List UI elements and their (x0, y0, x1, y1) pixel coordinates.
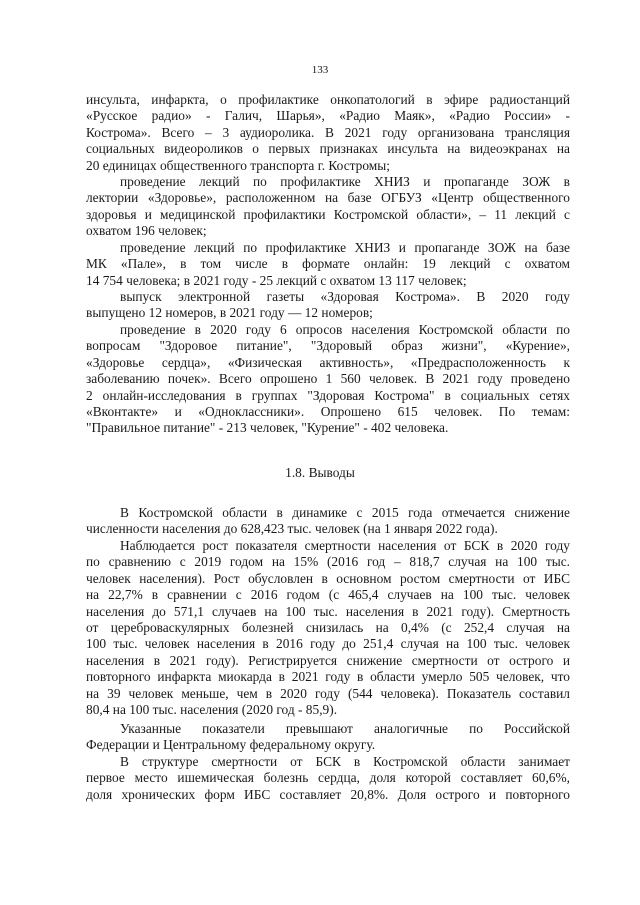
text-line: на 39 человек меньше, чем в 2020 году (544 человека). Показатель составил (86, 685, 570, 701)
paragraph-lectures-zdorovye (86, 174, 570, 240)
text-line: лектории «Здоровье», расположенном на базе ОГБУЗ «Центр общественного (86, 190, 570, 206)
text-line: охватом 196 человек; (86, 223, 207, 239)
text-line: проведение в 2020 году 6 опросов населения Костромской области по (120, 322, 570, 337)
section-heading: 1.8. Выводы (285, 465, 355, 480)
text-line: "Правильное питание" - 213 человек, "Курение" - 402 человека. (86, 420, 449, 436)
text-line: «Здоровье сердца», «Физическая активность», «Предрасположенность к (86, 354, 570, 370)
text-line: проведение лекций по профилактике ХНИЗ и пропаганде ЗОЖ в (120, 174, 570, 189)
text-line: здоровья и медицинской профилактики Костромской области», – 11 лекций с (86, 206, 570, 222)
text-line: социальных видеороликов о первых признаках инсульта на видеоэкранах на (86, 141, 570, 157)
text-line: на 22,7% в сравнении с 2016 годом (с 465,4 случаев на 100 тыс. человек (86, 587, 570, 603)
text-line: заболеванию почек». Всего опрошено 1 560 человек. В 2021 году проведено (86, 371, 570, 387)
text-line: 80,4 на 100 тыс. населения (2020 год - 85,9). (86, 702, 338, 718)
text-line: населения в 2021 году). Регистрируется снижение смертности от острого и (86, 652, 570, 668)
text-line: от цереброваскулярных болезней снизилась на 0,4% (с 252,4 случая на (86, 620, 570, 636)
text-line: проведение лекций по профилактике ХНИЗ и пропаганде ЗОЖ на базе (120, 240, 570, 255)
text-line: В структуре смертности от БСК в Костромской области занимает (120, 754, 570, 769)
text-line: первое место ишемическая болезнь сердца, доля которой составляет 60,6%, (86, 770, 570, 786)
text-line: 14 754 человека; в 2021 году - 25 лекций с охватом 13 117 человек; (86, 272, 467, 288)
text-line: человек населения). Рост обусловлен в основном ростом смертности от ИБС (86, 570, 570, 586)
text-line: «Русское радио» - Галич, Шарья», «Радио Маяк», «Радио России» - (86, 108, 570, 124)
text-line: Кострома». Всего – 3 аудиоролика. В 2021 году организована трансляция (86, 124, 570, 140)
paragraph-comparison (86, 721, 570, 754)
paragraph-population (86, 505, 570, 538)
text-line: «Вконтакте» и «Одноклассники». Опрошено 615 человек. По темам: (86, 404, 570, 420)
paragraph-structure (86, 754, 570, 803)
text-line: выпуск электронной газеты «Здоровая Кострома». В 2020 году (120, 289, 570, 304)
text-line: 20 единицах общественного транспорта г. Костромы; (86, 157, 390, 173)
page-number: 133 (311, 64, 329, 76)
paragraph-lectures-pale (86, 240, 570, 289)
text-line: Наблюдается рост показателя смертности населения от БСК в 2020 году (120, 538, 570, 553)
text-line: В Костромской области в динамике с 2015 года отмечается снижение (120, 505, 570, 520)
text-line: инсульта, инфаркта, о профилактике онкопатологий в эфире радиостанций (86, 92, 570, 107)
text-line: Указанные показатели превышают аналогичные по Российской (120, 721, 570, 736)
text-line: населения до 571,1 случаев на 100 тыс. населения в 2021 году). Смертность (86, 603, 570, 619)
paragraph-surveys (86, 322, 570, 437)
paragraph-mortality (86, 538, 570, 718)
text-line: Федерации и Центральному федеральному округу. (86, 737, 376, 753)
text-line: 2 онлайн-исследования в группах "Здоровая Кострома" в социальных сетях (86, 387, 570, 403)
text-line: доля хронических форм ИБС составляет 20,8%. Доля острого и повторного (86, 786, 570, 802)
text-line: численности населения до 628,423 тыс. человек (на 1 января 2022 года). (86, 521, 498, 537)
text-line: МК «Пале», в том числе в формате онлайн: 19 лекций с охватом (86, 256, 570, 272)
paragraph-newspaper (86, 289, 570, 322)
text-line: выпущено 12 номеров, в 2021 году — 12 номеров; (86, 305, 373, 321)
text-line: повторного инфаркта миокарда в 2021 году в области умерло 505 человек, что (86, 669, 570, 685)
text-line: вопросам "Здоровое питание", "Здоровый образ жизни", «Курение», (86, 338, 570, 354)
paragraph-radio-campaign (86, 92, 570, 174)
text-line: по сравнению с 2019 годом на 15% (2016 год – 818,7 случая на 100 тыс. (86, 554, 570, 570)
text-line: 100 тыс. человек населения в 2016 году до 251,4 случая на 100 тыс. человек (86, 636, 570, 652)
